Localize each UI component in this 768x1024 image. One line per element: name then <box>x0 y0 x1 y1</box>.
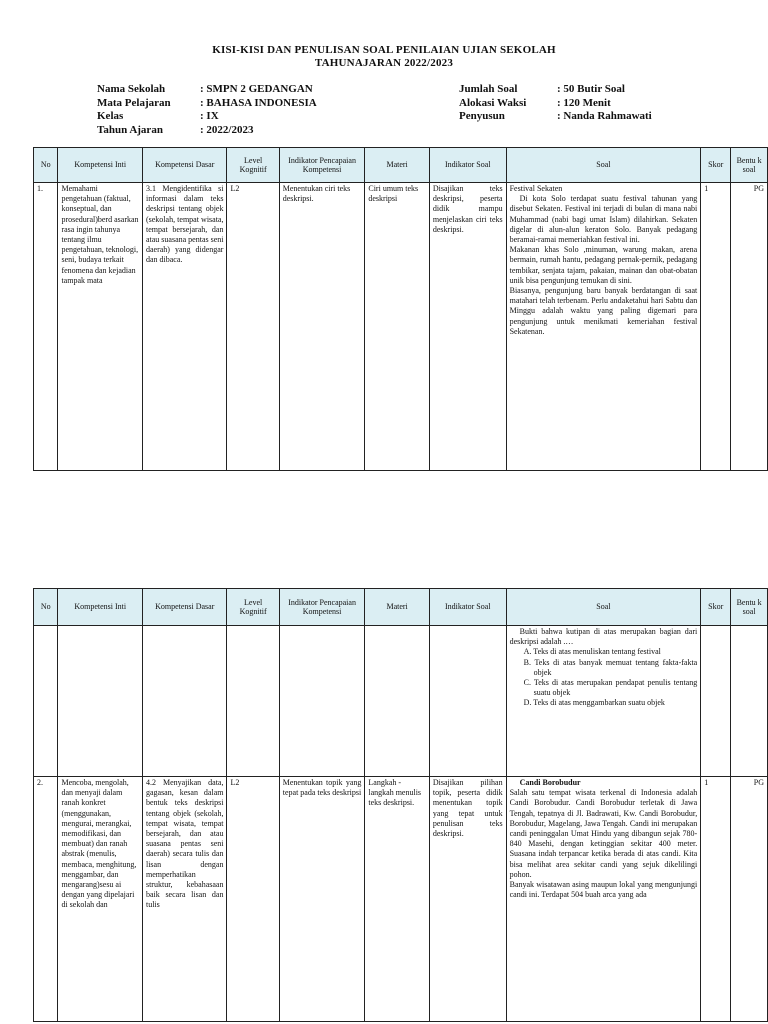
cell-soal <box>506 626 701 777</box>
cell-soal <box>506 777 701 1022</box>
col-header: Kompetensi Dasar <box>142 589 227 626</box>
cell-bentuk: PG <box>731 183 768 471</box>
cell-ipk <box>279 626 365 777</box>
col-header: Materi <box>365 589 430 626</box>
info-value: : 120 Menit <box>557 96 611 109</box>
kisi-kisi-table-2 <box>33 588 768 1022</box>
col-header: Level Kognitif <box>227 589 279 626</box>
cell-bentuk <box>731 626 768 777</box>
soal-paragraph: Salah satu tempat wisata terkenal di Indonesia adalah Candi Borobudur. Candi Borobudur terletak di Jawa Tengah, tepatnya di Jl. Badrawati, Kw. Candi Borobudur, Borobudur, Magelang, Jawa Tengah. Candi ini merupakan candi peninggalan Umat Hindu yang dibangun sejak 780-840 Masehi, dengan ketinggian sekitar 400 meter. Suasana indah terpancar ketika berada di atas candi. Kita bisa melihat area sekitar candi yang sejuk dikelilingi pohon. <box>509 788 698 879</box>
info-label: Jumlah Soal <box>459 83 518 95</box>
cell-no: 2. <box>34 777 58 1022</box>
info-value: : 2022/2023 <box>200 123 254 136</box>
info-label: Alokasi Waksi <box>459 96 527 109</box>
cell-ipk: Menentukan ciri teks deskripsi. <box>279 183 365 471</box>
info-value: : IX <box>200 110 219 122</box>
info-value: : Nanda Rahmawati <box>557 110 652 122</box>
cell-kompetensi-inti: Mencoba, mengolah, dan menyaji dalam ranah konkret (menggunakan, mengurai, merangkai, memodifikasi, dan membuat) dan ranah abstrak (menulis, membaca, menghitung, menggambar, dan mengarang)sesu ai dengan yang dipelajari di sekolah dan <box>58 777 143 1022</box>
col-header: Soal <box>506 589 701 626</box>
cell-materi <box>365 626 430 777</box>
document-title: KISI-KISI DAN PENULISAN SOAL PENILAIAN UJIAN SEKOLAH <box>212 44 556 56</box>
col-header: Indikator Soal <box>429 589 506 626</box>
cell-indikator-soal <box>429 626 506 777</box>
soal-title: Festival Sekaten <box>509 184 563 193</box>
exam-info <box>459 83 652 124</box>
cell-kompetensi-dasar: 4.2 Menyajikan data, gagasan, kesan dalam bentuk teks deskripsi tentang objek (sekolah, tempat wisata, tempat bersejarah, dan atau suasana pentas seni daerah) secara tulis dan lisan dengan memperhatikan struktur, kebahasaan baik secara lisan dan tulis <box>142 777 227 1022</box>
school-info <box>97 83 317 137</box>
cell-kompetensi-inti: Memahami pengetahuan (faktual, konseptual, dan prosedural)berd asarkan rasa ingin tahunya tentang ilmu pengetahuan, teknologi, seni, budaya terkait fenomena dan kejadian tampak mata <box>58 183 143 471</box>
col-header: Indikator Soal <box>429 148 506 183</box>
cell-skor: 1 <box>701 777 731 1022</box>
soal-paragraph: Makanan khas Solo ,minuman, warung makan, arena bermain, rumah hantu, pedagang pernak-pernik, pedagang tembikar, senjata tajam, pakaian, mainan dan obat-obatan unik bisa pengunjung temukan di sini. <box>509 245 698 285</box>
info-label: Penyusun <box>459 110 505 122</box>
cell-kompetensi-dasar: 3.1 Mengidentifika si informasi dalam teks deskripsi tentang objek (sekolah, tempat wisata, tempat bersejarah, dan atau suasana pentas seni daerah) yang didengar dan dibaca. <box>142 183 227 471</box>
soal-paragraph: Biasanya, pengunjung baru banyak berdatangan di saat matahari telah terbenam. Perlu andaketahui hari Sabtu dan Minggu adalah waktu yang paling digemari para pengunjung untuk menikmati kemeriahan festival Sekatenan. <box>509 286 698 336</box>
kisi-kisi-table-1 <box>33 147 768 471</box>
info-value: : SMPN 2 GEDANGAN <box>200 83 313 95</box>
col-header: Skor <box>701 589 731 626</box>
soal-title: Candi Borobudur <box>519 778 581 787</box>
cell-indikator-soal: Disajikan teks deskripsi, peserta didik mampu menjelaskan ciri teks deskripsi. <box>429 183 506 471</box>
info-value: : BAHASA INDONESIA <box>200 96 317 109</box>
cell-skor <box>701 626 731 777</box>
table-row <box>34 183 768 471</box>
col-header: Bentu k soal <box>731 589 768 626</box>
info-label: Nama Sekolah <box>97 83 166 95</box>
col-header: Soal <box>506 148 701 183</box>
col-header: Indikator Pencapaian Kompetensi <box>279 589 365 626</box>
cell-ipk: Menentukan topik yang tepat pada teks deskripsi <box>279 777 365 1022</box>
soal-question: Bukti bahwa kutipan di atas merupakan bagian dari deskripsi adalah .… <box>509 627 698 647</box>
answer-options <box>510 647 698 708</box>
info-value: : 50 Butir Soal <box>557 83 625 95</box>
cell-skor: 1 <box>701 183 731 471</box>
col-header: Level Kognitif <box>227 148 279 183</box>
col-header: Kompetensi Inti <box>58 148 143 183</box>
info-label: Kelas <box>97 110 124 122</box>
table-header-row <box>34 148 768 183</box>
cell-indikator-soal: Disajikan pilihan topik, peserta didik menentukan topik yang tepat untuk penulisan teks deskripsi. <box>429 777 506 1022</box>
info-label: Tahun Ajaran <box>97 123 163 136</box>
cell-no: 1. <box>34 183 58 471</box>
cell-level: L2 <box>227 777 279 1022</box>
table-row <box>34 777 768 1022</box>
answer-option: B. Teks di atas banyak memuat tentang fakta-fakta objek <box>523 657 698 677</box>
cell-materi: Langkah - langkah menulis teks deskripsi. <box>365 777 430 1022</box>
cell-bentuk: PG <box>731 777 768 1022</box>
col-header: Bentu k soal <box>731 148 768 183</box>
soal-paragraph: Banyak wisatawan asing maupun lokal yang mengunjungi candi ini. Terdapat 504 buah arca yang ada <box>509 880 698 900</box>
table-header-row <box>34 589 768 626</box>
col-header: Kompetensi Inti <box>58 589 143 626</box>
col-header: Skor <box>701 148 731 183</box>
document-subtitle: TAHUNAJARAN 2022/2023 <box>314 57 454 69</box>
col-header: Indikator Pencapaian Kompetensi <box>279 148 365 183</box>
cell-level <box>227 626 279 777</box>
cell-kompetensi-dasar <box>142 626 227 777</box>
cell-soal <box>506 183 701 471</box>
col-header: No <box>34 148 58 183</box>
col-header: No <box>34 589 58 626</box>
cell-materi: Ciri umum teks deskripsi <box>365 183 430 471</box>
soal-paragraph: Di kota Solo terdapat suatu festival tahunan yang disebut Sekaten. Festival ini terjadi di bulan di mana nabi Muhammad (nabi bagi umat Islam) dilahirkan. Sekaten digelar di alun-alun keraton Solo. Banyak pedagang beramai-ramai memeriahkan festival ini. <box>509 194 698 245</box>
cell-level: L2 <box>227 183 279 471</box>
answer-option: D. Teks di atas menggambarkan suatu objek <box>523 698 665 708</box>
answer-option: A. Teks di atas menuliskan tentang festival <box>523 647 661 657</box>
table-row <box>34 626 768 777</box>
cell-kompetensi-inti <box>58 626 143 777</box>
info-label: Mata Pelajaran <box>97 96 171 109</box>
cell-no <box>34 626 58 777</box>
col-header: Materi <box>365 148 430 183</box>
col-header: Kompetensi Dasar <box>142 148 227 183</box>
answer-option: C. Teks di atas merupakan pendapat penulis tentang suatu objek <box>523 678 698 698</box>
